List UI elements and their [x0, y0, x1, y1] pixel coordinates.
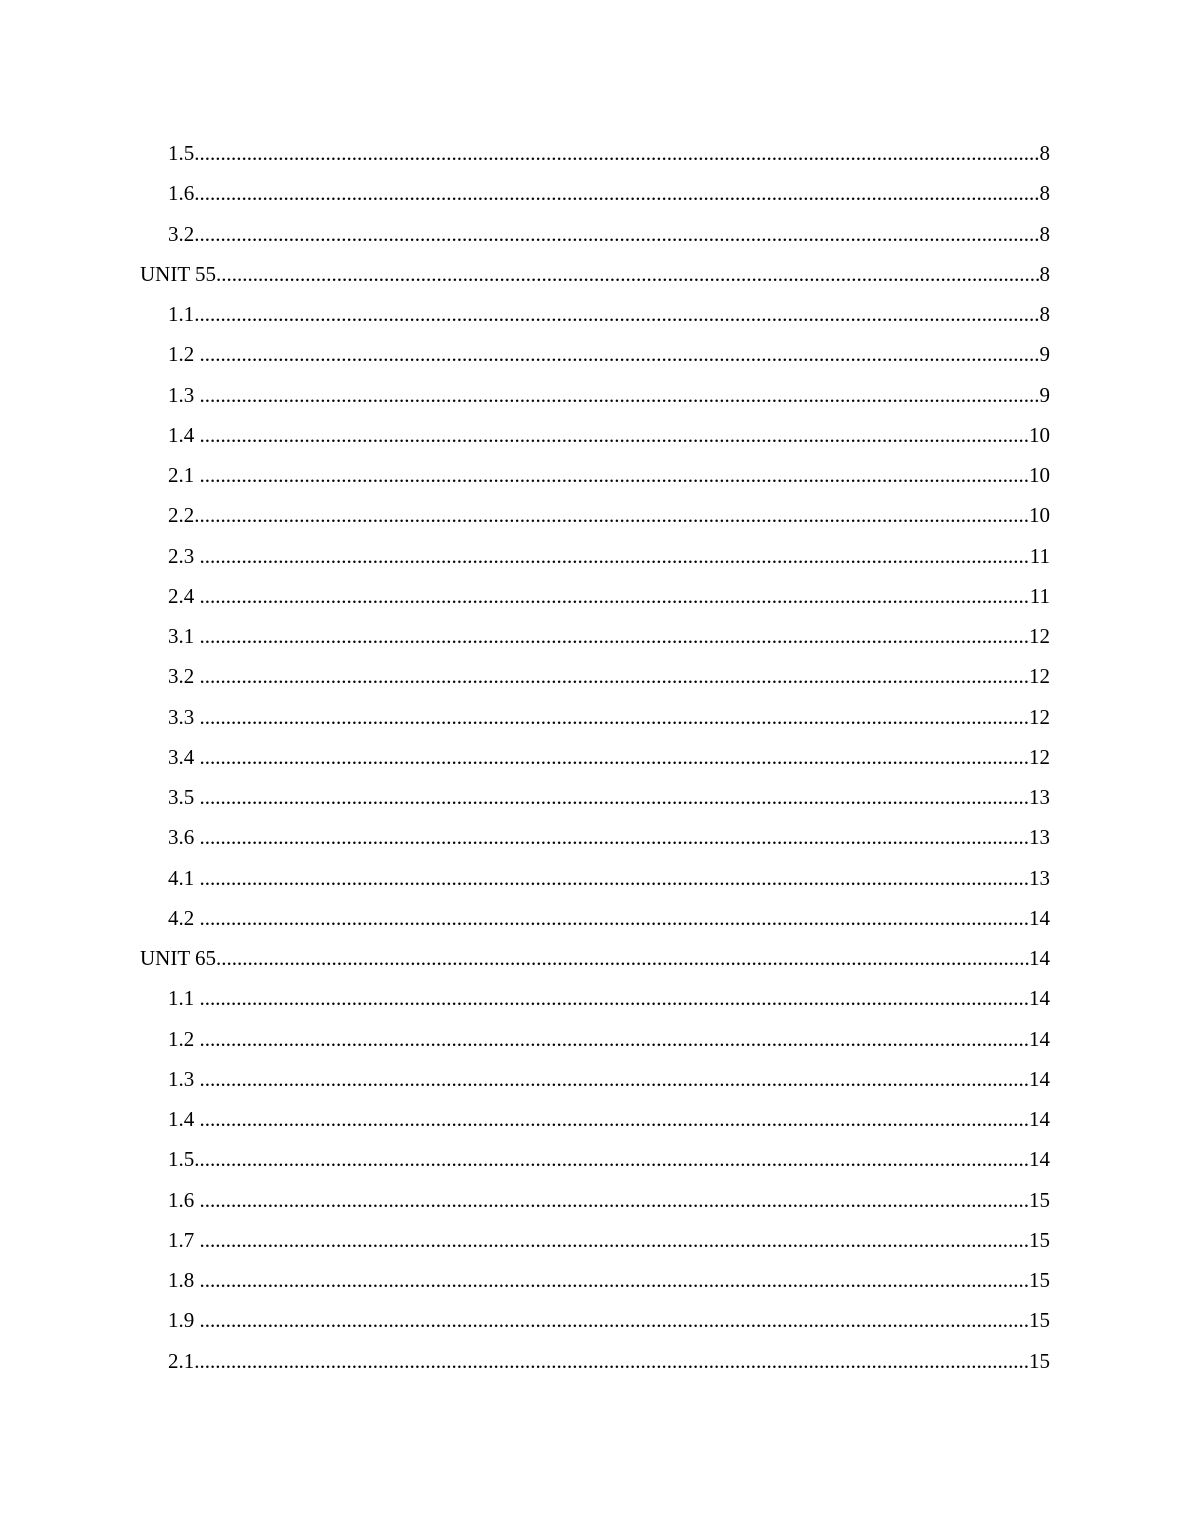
toc-entry-label: 1.9 — [168, 1308, 200, 1333]
toc-page-number: 8 — [1039, 181, 1050, 206]
toc-page-number: 14 — [1029, 946, 1050, 971]
toc-page-number: 9 — [1039, 342, 1050, 367]
toc-dot-leader — [194, 503, 1029, 527]
toc-page-number: 8 — [1039, 302, 1050, 327]
toc-entry-label: 1.6 — [168, 1187, 200, 1212]
toc-entry[interactable] — [140, 777, 1050, 817]
toc-entry-label: 1.3 — [168, 382, 200, 407]
toc-dot-leader — [200, 664, 1030, 688]
toc-dot-leader — [200, 705, 1030, 729]
toc-page-number: 13 — [1029, 825, 1050, 850]
toc-entry[interactable] — [140, 1139, 1050, 1179]
toc-page-number: 13 — [1029, 785, 1050, 810]
toc-page-number: 11 — [1029, 543, 1050, 568]
toc-page-number: 9 — [1039, 382, 1050, 407]
toc-page-number: 15 — [1029, 1268, 1050, 1293]
toc-dot-leader — [194, 1349, 1029, 1373]
toc-entry[interactable] — [140, 1260, 1050, 1300]
toc-dot-leader — [194, 222, 1039, 246]
toc-entry[interactable] — [140, 858, 1050, 898]
toc-entry-label: 1.8 — [168, 1268, 200, 1293]
toc-entry[interactable] — [140, 495, 1050, 535]
toc-page-number: 14 — [1029, 1066, 1050, 1091]
toc-page-number: 15 — [1029, 1348, 1050, 1373]
toc-dot-leader — [200, 1027, 1030, 1051]
toc-entry-label: 3.5 — [168, 785, 200, 810]
toc-dot-leader — [200, 866, 1030, 890]
toc-entry-label: 1.4 — [168, 1107, 200, 1132]
toc-page-number: 8 — [1039, 141, 1050, 166]
toc-dot-leader — [200, 745, 1030, 769]
toc-entry-label: 3.6 — [168, 825, 200, 850]
toc-entry[interactable] — [140, 455, 1050, 495]
toc-page-number: 15 — [1029, 1227, 1050, 1252]
toc-entry[interactable] — [140, 173, 1050, 213]
toc-entry-label: 1.7 — [168, 1227, 200, 1252]
toc-entry-label: UNIT 65 — [140, 946, 217, 971]
toc-dot-leader — [200, 986, 1030, 1010]
toc-dot-leader — [200, 906, 1030, 930]
toc-dot-leader — [200, 1268, 1030, 1292]
toc-dot-leader — [200, 1188, 1030, 1212]
toc-page-number: 15 — [1029, 1308, 1050, 1333]
toc-entry[interactable] — [140, 1220, 1050, 1260]
toc-entry[interactable] — [140, 415, 1050, 455]
toc-dot-leader — [216, 262, 1039, 286]
toc-entry[interactable] — [140, 737, 1050, 777]
toc-entry[interactable] — [140, 334, 1050, 374]
toc-entry[interactable] — [140, 1019, 1050, 1059]
toc-page-number: 8 — [1039, 221, 1050, 246]
toc-page-number: 14 — [1029, 986, 1050, 1011]
toc-entry[interactable] — [140, 1059, 1050, 1099]
toc-page-number: 14 — [1029, 1026, 1050, 1051]
toc-dot-leader — [200, 423, 1030, 447]
toc-page-number: 10 — [1029, 463, 1050, 488]
toc-entry-label: 3.1 — [168, 624, 200, 649]
toc-entry-label: UNIT 55 — [140, 261, 217, 286]
toc-page-number: 12 — [1029, 704, 1050, 729]
toc-entry[interactable] — [140, 1300, 1050, 1340]
toc-heading-entry[interactable] — [140, 254, 1050, 294]
toc-dot-leader — [200, 544, 1030, 568]
toc-heading-entry[interactable] — [140, 938, 1050, 978]
toc-page-number: 8 — [1039, 261, 1050, 286]
toc-entry-label: 2.4 — [168, 583, 200, 608]
toc-page-number: 12 — [1029, 624, 1050, 649]
toc-entry[interactable] — [140, 375, 1050, 415]
toc-dot-leader — [194, 141, 1039, 165]
toc-entry-label: 1.6 — [168, 181, 195, 206]
toc-entry-label: 1.4 — [168, 422, 200, 447]
toc-dot-leader — [200, 463, 1030, 487]
table-of-contents — [140, 133, 1050, 1381]
toc-entry[interactable] — [140, 978, 1050, 1018]
toc-entry[interactable] — [140, 1099, 1050, 1139]
toc-dot-leader — [200, 383, 1040, 407]
toc-entry-label: 1.2 — [168, 1026, 200, 1051]
toc-page-number: 12 — [1029, 744, 1050, 769]
toc-entry-label: 4.2 — [168, 905, 200, 930]
toc-entry-label: 3.3 — [168, 704, 200, 729]
toc-dot-leader — [200, 584, 1030, 608]
toc-entry[interactable] — [140, 294, 1050, 334]
toc-page-number: 14 — [1029, 905, 1050, 930]
toc-dot-leader — [200, 1107, 1030, 1131]
toc-entry-label: 1.3 — [168, 1066, 200, 1091]
toc-entry[interactable] — [140, 133, 1050, 173]
toc-entry-label: 1.1 — [168, 986, 200, 1011]
toc-entry[interactable] — [140, 214, 1050, 254]
toc-entry[interactable] — [140, 697, 1050, 737]
toc-entry-label: 3.2 — [168, 221, 195, 246]
toc-page-number: 15 — [1029, 1187, 1050, 1212]
toc-page-number: 11 — [1029, 583, 1050, 608]
toc-page-number: 14 — [1029, 1107, 1050, 1132]
toc-dot-leader — [200, 1308, 1030, 1332]
toc-entry-label: 2.1 — [168, 463, 200, 488]
toc-dot-leader — [200, 1228, 1030, 1252]
toc-dot-leader — [194, 1147, 1029, 1171]
toc-page-number: 13 — [1029, 865, 1050, 890]
toc-entry[interactable] — [140, 898, 1050, 938]
toc-entry-label: 2.3 — [168, 543, 200, 568]
toc-entry-label: 2.2 — [168, 503, 195, 528]
toc-page-number: 14 — [1029, 1147, 1050, 1172]
toc-entry[interactable] — [140, 576, 1050, 616]
toc-entry-label: 1.5 — [168, 141, 195, 166]
toc-dot-leader — [194, 302, 1039, 326]
toc-entry-label: 3.2 — [168, 664, 200, 689]
toc-entry[interactable] — [140, 536, 1050, 576]
toc-entry[interactable] — [140, 817, 1050, 857]
toc-entry-label: 1.2 — [168, 342, 200, 367]
toc-entry[interactable] — [140, 656, 1050, 696]
toc-dot-leader — [200, 624, 1030, 648]
toc-dot-leader — [216, 946, 1029, 970]
toc-entry-label: 1.5 — [168, 1147, 195, 1172]
toc-entry-label: 3.4 — [168, 744, 200, 769]
toc-dot-leader — [200, 1067, 1030, 1091]
toc-dot-leader — [200, 825, 1030, 849]
toc-entry-label: 1.1 — [168, 302, 195, 327]
toc-page-number: 12 — [1029, 664, 1050, 689]
toc-entry[interactable] — [140, 616, 1050, 656]
toc-dot-leader — [200, 342, 1040, 366]
toc-entry[interactable] — [140, 1341, 1050, 1381]
toc-page-number: 10 — [1029, 422, 1050, 447]
toc-entry-label: 4.1 — [168, 865, 200, 890]
toc-entry-label: 2.1 — [168, 1348, 195, 1373]
toc-entry[interactable] — [140, 1180, 1050, 1220]
toc-page-number: 10 — [1029, 503, 1050, 528]
toc-dot-leader — [194, 181, 1039, 205]
toc-dot-leader — [200, 785, 1030, 809]
